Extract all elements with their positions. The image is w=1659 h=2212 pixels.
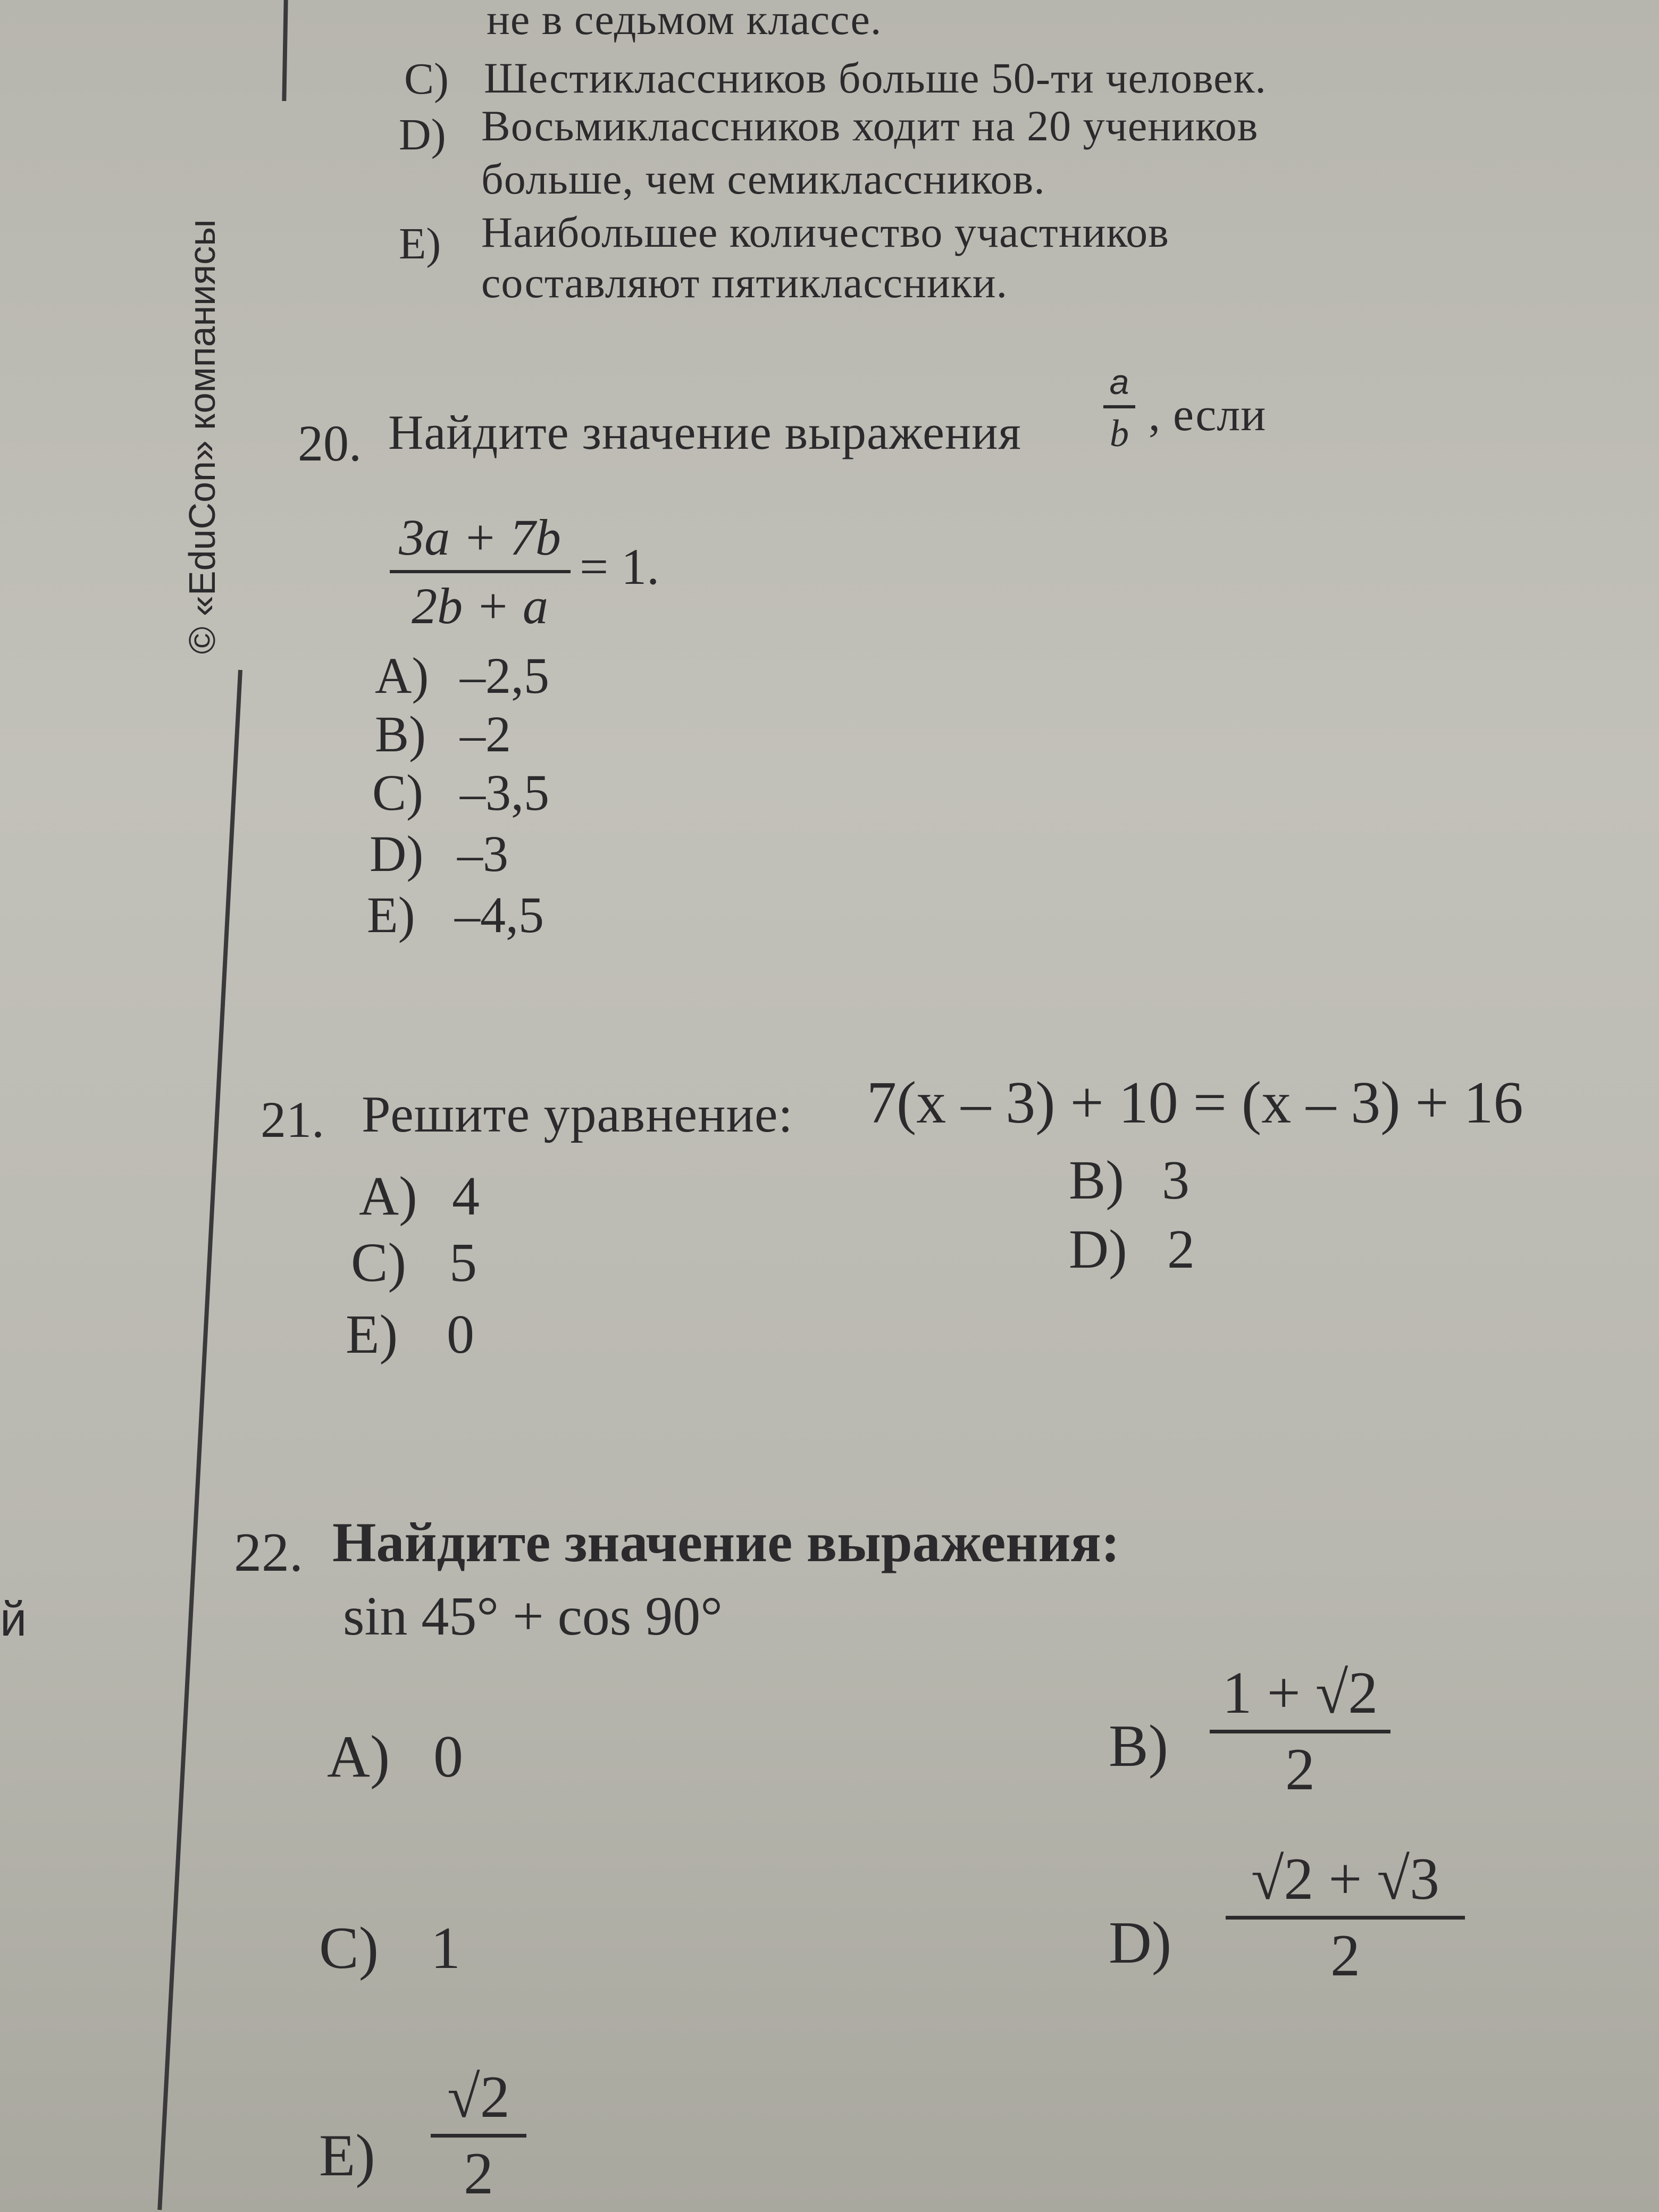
q19-option-e-text: Наибольшее количество участников — [481, 208, 1169, 256]
page-edge-letter: й — [0, 1593, 27, 1646]
q21-number: 21. — [261, 1091, 324, 1148]
q22-expression: sin 45° + cos 90° — [343, 1586, 723, 1647]
q20-option-c-value: –3,5 — [460, 764, 549, 821]
q20-condition-den: 2b + a — [412, 577, 548, 634]
q22-option-b-letter: B) — [1109, 1713, 1168, 1779]
q20-option-e-letter: E) — [367, 886, 415, 943]
q21-option-c-value: 5 — [449, 1232, 477, 1293]
q21-option-a-letter: A) — [359, 1166, 417, 1227]
q22-option-e-letter: E) — [319, 2123, 375, 2189]
q22-option-d-num: √2 + √3 — [1251, 1846, 1440, 1912]
q20-option-a-letter: A) — [375, 647, 429, 704]
q21-equation: 7(x – 3) + 10 = (x – 3) + 16 — [867, 1070, 1523, 1136]
q22-number: 22. — [234, 1522, 303, 1583]
q19-option-e-letter: E) — [399, 219, 441, 269]
q22-option-d-bar — [1226, 1916, 1465, 1920]
q22-option-c-letter: C) — [319, 1915, 379, 1981]
q22-option-d-fraction — [1223, 1845, 1468, 1990]
q22-option-a-letter: A) — [327, 1724, 390, 1790]
q21-option-b-letter: B) — [1069, 1150, 1124, 1211]
q20-condition-rhs: = 1. — [580, 538, 660, 595]
q22-option-e-fraction — [425, 2063, 532, 2208]
q19-option-c-text: Шестиклассников больше 50-ти человек. — [484, 54, 1267, 102]
margin-line-top — [282, 0, 288, 101]
q20-condition-num: 3a + 7b — [399, 509, 561, 566]
q21-option-e-value: 0 — [447, 1304, 474, 1365]
q21-option-d-letter: D) — [1069, 1219, 1127, 1280]
q19-line-top: не в седьмом классе. — [487, 0, 882, 44]
q19-option-c-letter: C) — [404, 54, 449, 104]
q20-fraction — [1095, 362, 1143, 456]
q21-option-a-value: 4 — [452, 1166, 480, 1227]
q22-option-e-num: √2 — [447, 2064, 510, 2130]
q22-option-c-value: 1 — [431, 1915, 460, 1981]
q22-option-a-value: 0 — [433, 1724, 463, 1790]
margin-line — [157, 670, 242, 2210]
q20-option-d-value: –3 — [457, 825, 508, 882]
q20-option-d-letter: D) — [370, 825, 424, 882]
q22-option-d-den: 2 — [1330, 1923, 1360, 1989]
copyright-label: © «EduCon» компаниясы — [181, 219, 223, 654]
q20-option-b-value: –2 — [460, 706, 511, 763]
q21-option-e-letter: E) — [346, 1304, 398, 1365]
q20-number: 20. — [298, 415, 362, 472]
q21-text: Решите уравнение: — [362, 1086, 793, 1143]
q22-option-b-bar — [1210, 1730, 1390, 1733]
q20-condition-fraction — [386, 508, 574, 635]
q19-option-d-text2: больше, чем семиклассников. — [481, 155, 1045, 203]
q22-option-b-fraction — [1207, 1659, 1393, 1804]
q22-option-b-den: 2 — [1285, 1737, 1315, 1803]
q20-fraction-bar — [1103, 405, 1135, 408]
q20-condition-bar — [390, 570, 571, 573]
q20-option-c-letter: C) — [372, 764, 423, 821]
q22-option-e-bar — [431, 2134, 526, 2138]
q19-option-d-text: Восьмиклассников ходит на 20 учеников — [481, 102, 1259, 150]
q21-option-d-value: 2 — [1167, 1219, 1195, 1280]
q21-option-b-value: 3 — [1162, 1150, 1189, 1211]
q20-fraction-num: a — [1109, 362, 1129, 401]
q19-option-e-text2: составляют пятиклассники. — [481, 258, 1008, 307]
q20-fraction-den: b — [1110, 412, 1129, 455]
q20-option-b-letter: B) — [375, 706, 426, 763]
q22-text: Найдите значение выражения: — [332, 1511, 1120, 1573]
q20-option-e-value: –4,5 — [455, 886, 544, 943]
q21-option-c-letter: C) — [351, 1232, 406, 1293]
q20-tail: , если — [1149, 389, 1267, 441]
q22-option-d-letter: D) — [1109, 1910, 1172, 1976]
q22-option-e-den: 2 — [464, 2141, 493, 2207]
q22-option-b-num: 1 + √2 — [1222, 1660, 1378, 1726]
q19-option-d-letter: D) — [399, 110, 446, 160]
q20-option-a-value: –2,5 — [460, 647, 549, 704]
q20-text: Найдите значение выражения — [388, 405, 1021, 459]
